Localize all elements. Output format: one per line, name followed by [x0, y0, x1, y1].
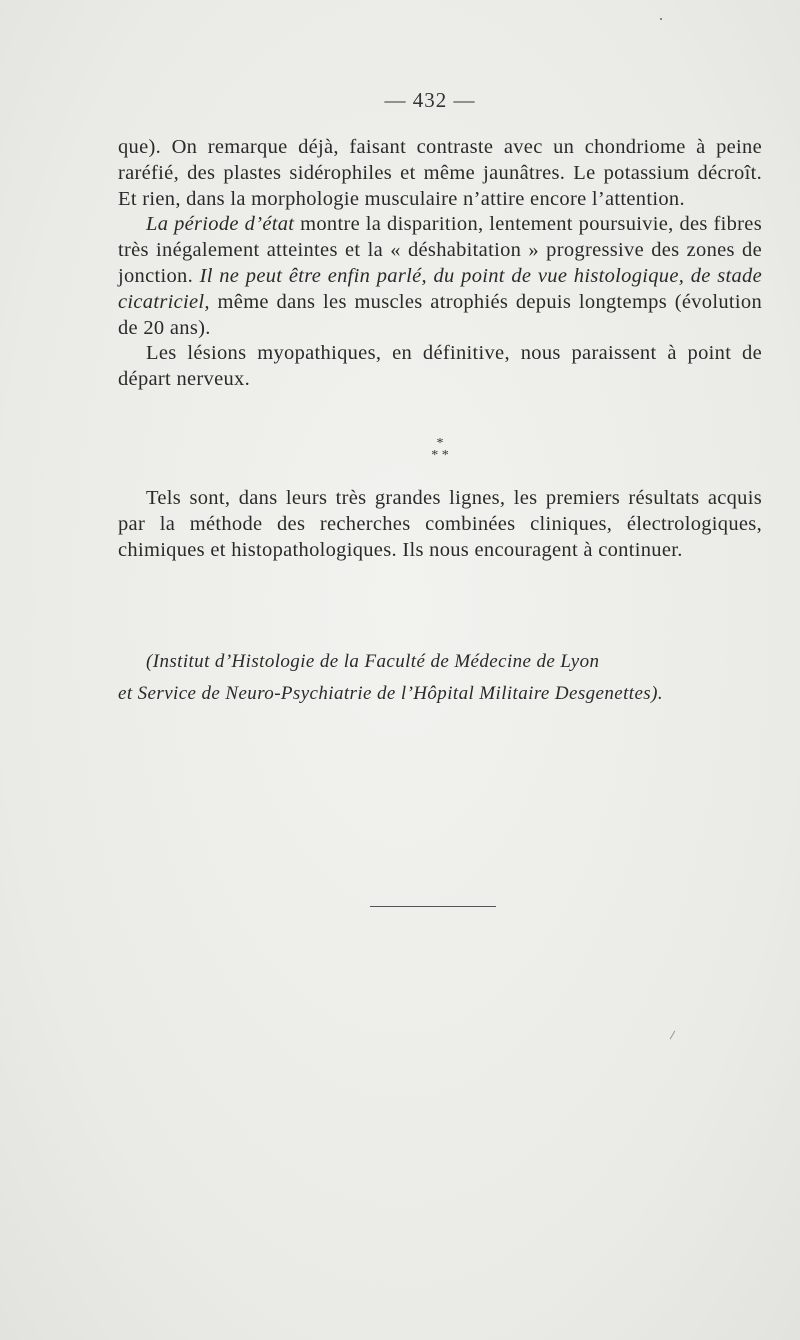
affiliation-line-1: (Institut d’Histologie de la Faculté de Médecine de Lyon — [146, 651, 600, 672]
asterism-top-star: * — [436, 436, 444, 451]
affiliation-line-2: et Service de Neuro-Psychiatrie de l’Hôpital Militaire Desgenettes). — [118, 683, 663, 704]
paragraph-periode-etat-end: même dans les muscles atrophiés depuis longtemps (évolution de 20 ans). — [118, 290, 762, 339]
paragraph-periode-etat-text: montre la disparition, lentement poursuivie, des fibres très inégalement atteintes et la « déshabitation » progressive des zones de jonction. — [118, 213, 762, 287]
paragraph-lesions: Les lésions myopathiques, en définitive, nous paraissent à point de départ nerveux. — [118, 342, 762, 391]
body-text-top — [118, 135, 762, 393]
paragraph-conclusion: Tels sont, dans leurs très grandes lignes, les premiers résultats acquis par la méthode des recherches combinées cliniques, électrologiques, chimiques et histopathologiques. Ils nous encouragent à continuer. — [118, 487, 762, 561]
asterism-bottom-stars: * * — [431, 448, 449, 463]
end-rule — [370, 906, 496, 907]
print-speck — [670, 1030, 676, 1039]
paragraph-periode-etat — [118, 212, 762, 341]
body-text-conclusion — [118, 486, 762, 563]
print-speck — [660, 18, 662, 20]
asterism-divider — [420, 438, 460, 462]
emphasis-periode-etat: La période d’état — [146, 213, 295, 236]
emphasis-stade-cicatriciel: Il ne peut être enfin parlé, du point de vue histologique, de stade cicatriciel, — [118, 264, 762, 313]
paragraph-continuation: que). On remarque déjà, faisant contraste avec un chondriome à peine raréfié, des plastes sidérophiles et même jaunâtres. Le potassium décroît. Et rien, dans la morphologie musculaire n’attire encore l’attention. — [118, 136, 762, 210]
page-number: — 432 — — [384, 88, 476, 112]
